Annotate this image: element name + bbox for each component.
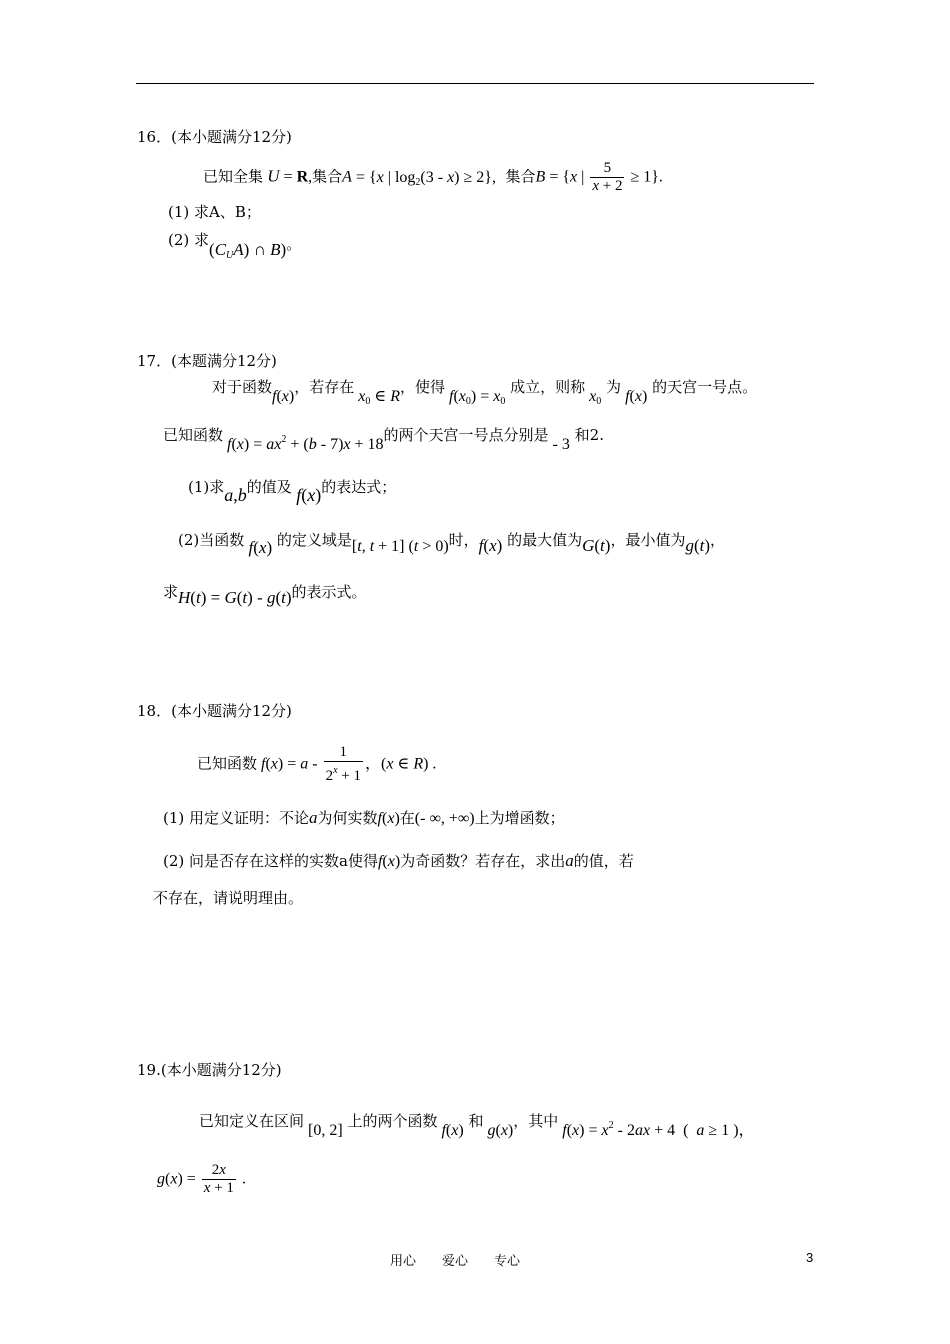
header-rule	[136, 83, 814, 84]
q17-line1: 对于函数f(x)，若存在 $x_0$ ∈ R，使得 $f(x_0) = x_0$ 成立，则称 $x_0$ 为 f(x) 的天宫一号点。	[212, 378, 758, 407]
q17-part3: 求H(t) = G(t) - g(t)的表示式。	[163, 583, 367, 607]
q19-line1: 已知定义在区间 [0, 2] 上的两个函数 f(x) 和 g(x)，其中 $f(x) = x^2 - 2ax + 4$ ( a ≥ 1 )，	[199, 1112, 755, 1139]
footer-text: 用心 爱心 专心	[390, 1254, 521, 1269]
q17-line2: 已知函数 $f(x) = ax^2 + (b - 7)x + 18$的两个天宫一号点分别是 - 3 和2.	[163, 426, 604, 453]
q16-given: 已知全集 U = R,集合A = {x | $\log_2(3 - x) \ge 2$}, 集合B = {x | $\frac{5}{x + 2}$ ≥ 1}.	[203, 160, 663, 194]
q17-part1: (1)求a,b的值及 f(x)的表达式；	[188, 478, 397, 505]
q16-part1: (1) 求A、B；	[168, 203, 261, 221]
q18-heading: 18．(本小题满分12分)	[137, 702, 292, 720]
q18-part2-cont: 不存在，请说明理由。	[153, 889, 304, 907]
q16-heading: 16．(本小题满分12分)	[137, 128, 292, 146]
q18-part2: (2) 问是否存在这样的实数a使得f(x)为奇函数？若存在，求出a的值，若	[163, 851, 634, 870]
q17-part2: (2)当函数 f(x) 的定义域是[t, t + 1] (t > 0)时，f(x) 的最大值为G(t)，最小值为g(t)，	[178, 531, 726, 557]
q18-given: 已知函数 f(x) = a - $\frac{1}{2^x + 1}$ ，(x ∈ R) .	[197, 744, 437, 784]
q19-heading: 19.(本小题满分12分)	[137, 1061, 282, 1079]
q16-part2: (2) 求$(C_UA)$ ∩ B)。	[168, 231, 302, 261]
page-number: 3	[806, 1250, 814, 1265]
q17-heading: 17．(本题满分12分)	[137, 352, 277, 370]
q19-line2: g(x) = $\frac{2x}{x + 1}$ .	[157, 1162, 246, 1196]
q18-part1: (1) 用定义证明：不论a为何实数f(x)在(- ∞, +∞)上为增函数；	[163, 808, 565, 827]
